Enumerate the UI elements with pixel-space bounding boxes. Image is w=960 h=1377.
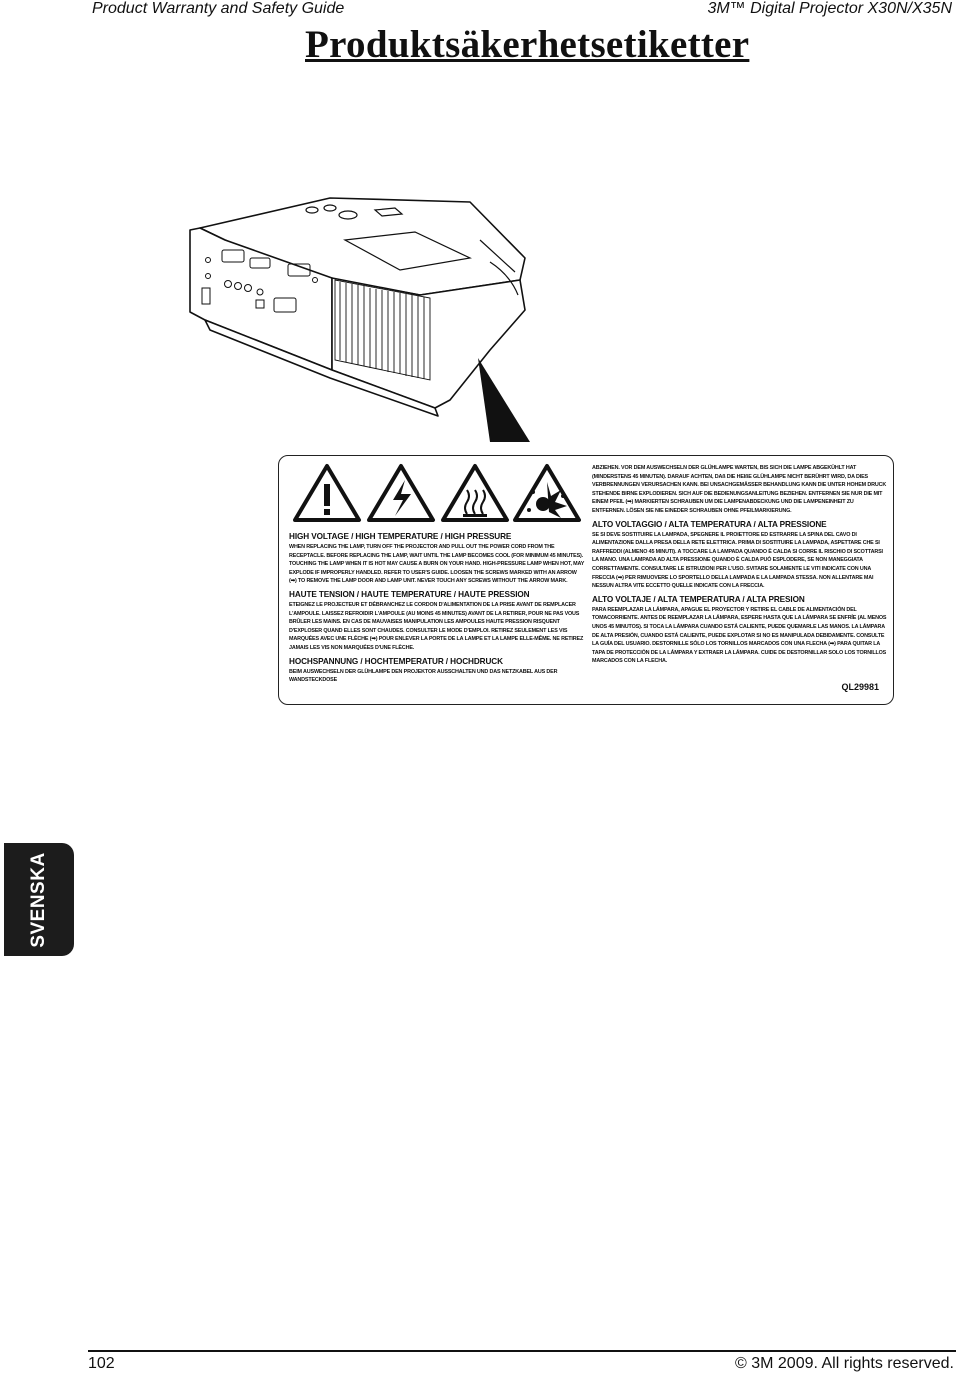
german-text-part1: BEIM AUSWECHSELN DER GLÜHLAMPE DEN PROJEKTOR AUSSCHALTEN UND DAS NETZKABEL AUS DER WANDSTECKDOSE [289,668,558,684]
header-guide-title: Product Warranty and Safety Guide [92,0,345,17]
english-text: WHEN REPLACING THE LAMP, TURN OFF THE PROJECTOR AND PULL OUT THE POWER CORD FROM THE RECEPTACLE. BEFORE REPLACING THE LAMP, WAIT UNTIL THE LAMP BECOMES COOL (FOR MINIMUM 45 MINUTES). TOUCHING THE LAMP WHEN IT IS HOT MAY CAUSE A BURN ON YOUR HAND. HIGH-PRESSURE LAMP WHEN HOT, MAY EXPLODE IF IMPROPERLY HANDLED. REFER TO USER'S GUIDE. LOOSEN THE SCREWS MARKED WITH AN ARROW (➡) TO REMOVE THE LAMP DOOR AND LAMP UNIT. NEVER TOUCH ANY SCREWS WITHOUT THE ARROW MARK. [289,544,585,585]
high-temperature-icon [443,466,507,520]
header-product-name: 3M™ Digital Projector X30N/X35N [707,0,952,17]
italian-heading: ALTO VOLTAGGIO / ALTA TEMPERATURA / ALTA PRESSIONE [592,519,827,529]
spanish-heading: ALTO VOLTAJE / ALTA TEMPERATURA / ALTA PRESION [592,594,805,604]
page-number: 102 [88,1355,115,1372]
label-code: QL29981 [841,682,879,692]
warning-symbols [291,462,581,524]
german-text-part2: ABZIEHEN. VOR DEM AUSWECHSELN DER GLÜHLAMPE WARTEN, BIS SICH DIE LAMPE ABGEKÜHLT HAT (MINDERSTENS 45 MINUTEN). DARAUF ACHTEN, DAß DIE HEIßE GLÜHLAMPE NICHT BERÜHRT WIRD, DA DIES VERBRENNUNGEN VERURSACHEN KANN. BEI UNSACHGEMÄSSER BEHANDLUNG KANN DIE UNTER HOHEM DRUCK STEHENDE BIRNE EXPLODIEREN. SICH AUF DIE BEDIENUNGSANLEITUNG BEZIEHEN. ENTFERNEN SIE NUR DIE MIT EINEM PFEIL (➡) MARKIERTEN SCHRAUBEN UM DIE LAMPENABDECKUNG UND DIE LAMPENEINHEIT ZU ENTFERNEN. LÖSEN SIE NIE EINEDER SCHRAUBEN OHNE PFEILMARKIERUNG. [592,465,887,514]
french-heading: HAUTE TENSION / HAUTE TEMPERATURE / HAUTE PRESSION [289,589,530,599]
footer-rule [88,1350,956,1352]
label-right-column [592,464,887,666]
language-tab-label: SVENSKA [28,851,49,948]
safety-label [278,455,894,705]
spanish-text: PARA REEMPLAZAR LA LÁMPARA, APAGUE EL PROYECTOR Y RETIRE EL CABLE DE ALIMENTACIÓN DEL TOMACORRIENTE. ANTES DE REEMPLAZAR LA LÁMPARA, ESPERE HASTA QUE LA LÁMPARA SE ENFRÍE (AL MENOS UNOS 45 MINUTOS). SI TOCA LA LÁMPARA CUANDO ESTÁ CALIENTE, PUEDE QUEMARLE LAS MANOS. LA LÁMPARA DE ALTA PRESIÓN, CUANDO ESTÁ CALIENTE, PUEDE EXPLOTAR SI NO ES MANIPULADA DEBIDAMENTE. CONSULTE LA GUÍA DEL USUARIO. DESTORNILLE SÓLO LOS TORNILLOS MARCADOS CON UNA FLECHA (➡) PARA QUITAR LA TAPA DE PROTECCIÓN DE LA LÁMPARA Y EXTRAER LA LÁMPARA. CUIDE DE DESTORNILLAR SOLO LOS TORNILLOS MARCADOS CON LA FLECHA. [592,606,887,665]
page-title: Produktsäkerhetsetiketter [305,23,750,66]
french-text: ETEIGNEZ LE PROJECTEUR ET DÉBRANCHEZ LE CORDON D'ALIMENTATION DE LA PRISE AVANT DE REMPLACER L'AMPOULE. LAISSEZ REFROIDIR L'AMPOULE (AU MOINS 45 MINUTES) AVANT DE LA RETIRER, POUR NE PAS VOUS BRÛLER LES MAINS. EN CAS DE MAUVAISES MANIPULATION LES AMPOULES HAUTE PRESSION RISQUENT D'EXPLOSER QUAND ELLES SONT CHAUDES. CONSULTER LE MODE D'EMPLOI. RETIREZ SEULEMENT LES VIS MARQUÉES AVEC UNE FLÈCHE (➡) POUR ENLEVER LA PORTE DE LA LAMPE ET LA LAMPE ELLE-MÊME. NE RETIREZ JAMAIS LES VIS NON MARQUÉES D'UNE FLÈCHE. [289,601,584,651]
italian-text: SE SI DEVE SOSTITUIRE LA LAMPADA, SPEGNERE IL PROIETTORE ED ESTRARRE LA SPINA DEL CAVO DI ALIMENTAZIONE DALLA PRESA DELLA RETE ELETTRICA. PRIMA DI SOSTITUIRE LA LAMPADA, ASPETTARE CHE SI RAFFREDDI (ALMENO 45 MINUTI). A TOCCARE LA LAMPADA QUANDO È CALDA SI CORRE IL RISCHIO DI SCOTTARSI LA MANO. UNA LAMPADA AD ALTA PRESSIONE QUANDO È CALDA PUÒ ESPLODERE, SE NON MANEGGIATA CORRETTAMENTE. CONSULTARE LE ISTRUZIONI PER L'USO. SVITARE SOLAMENTE LE VITI INDICATE CON UNA FRECCIA (➡) PER RIMUOVERE LO SPORTELLO DELLA LAMPADA E LA LAMPADA STESSA. NON ALLENTARE MAI NESSUN ALTRA VITE ECCETTO QUELLE INDICATE CON LA FRECCIA. [592,531,883,590]
copyright: © 3M 2009. All rights reserved. [735,1355,954,1372]
language-side-tab [4,843,74,956]
explosion-icon [515,466,579,520]
english-heading: HIGH VOLTAGE / HIGH TEMPERATURE / HIGH PRESSURE [289,532,512,541]
projector-illustration [180,180,550,442]
label-left-column [289,528,585,685]
german-heading: HOCHSPANNUNG / HOCHTEMPERATUR / HOCHDRUCK [289,656,503,666]
